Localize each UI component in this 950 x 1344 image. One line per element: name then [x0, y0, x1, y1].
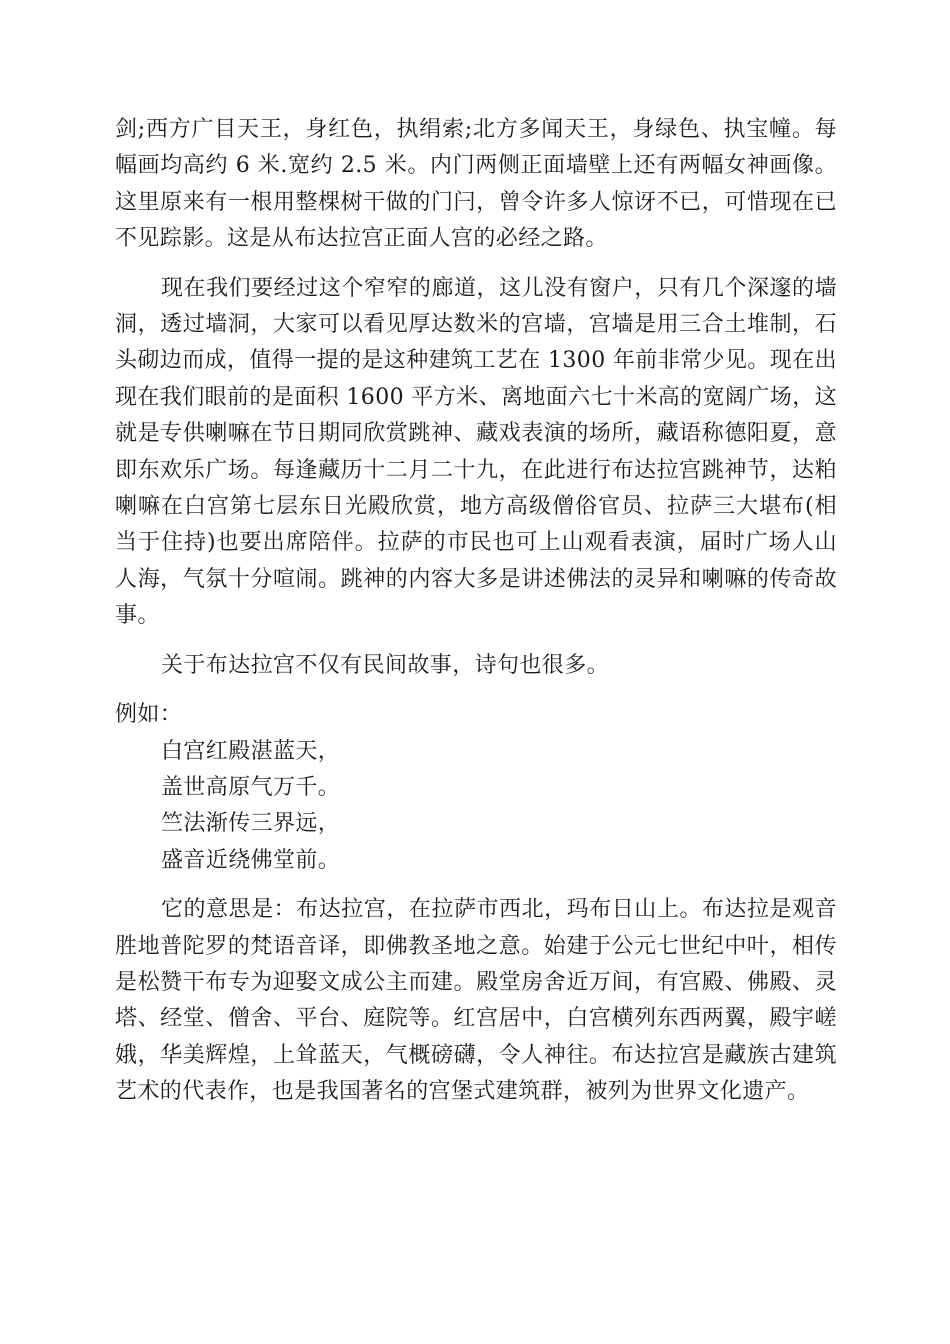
- paragraph-example-label: 例如：: [115, 702, 183, 728]
- paragraph-corridor-square: 现在我们要经过这个窄窄的廊道，这儿没有窗户，只有几个深邃的墙洞，透过墙洞，大家可以看见厚达数米的宫墙，宫墙是用三合土堆制，石头砌边而成，值得一提的是这种建筑工艺在 1300 年前非常少见。现在出现在我们眼前的是面积 1600 平方米、离地面六七十米高的宽阔广场，这就是专供喇嘛在节日期同欣赏跳神、藏戏表演的场所，藏语称德阳夏，意即东欢乐广场。每逢藏历十二月二十九，在此进行布达拉宫跳神节，达粕喇嘛在白宫第七层东日光殿欣赏，地方高级僧俗官员、拉萨三大堪布(相当于住持)也要出席陪伴。拉萨的市民也可上山观看表演，届时广场人山人海，气氛十分喧闹。跳神的内容大多是讲述佛法的灵异和喇嘛的传奇故事。: [115, 275, 837, 629]
- poem-line: 盛音近绕佛堂前。: [161, 847, 341, 873]
- poem-line: 白宫红殿湛蓝天，: [161, 738, 341, 764]
- poem-line: 盖世高原气万千。: [161, 774, 341, 800]
- paragraph-poems-intro: 关于布达拉宫不仅有民间故事，诗句也很多。: [161, 652, 610, 678]
- paragraph-continuation: 剑;西方广目天王，身红色，执绢索;北方多闻天王，身绿色、执宝幢。每幅画均高约 6 米.宽约 2.5 米。内门两侧正面墙壁上还有两幅女神画像。这里原来有一根用整棵树干做的门闩，曾令许多人惊讶不已，可惜现在已不见踪影。这是从布达拉宫正面人宫的必经之路。: [115, 117, 837, 252]
- poem-line: 竺法渐传三界远，: [161, 811, 341, 837]
- paragraph-meaning: 它的意思是：布达拉宫，在拉萨市西北，玛布日山上。布达拉是观音胜地普陀罗的梵语音译，即佛教圣地之意。始建于公元七世纪中叶，相传是松赞干布专为迎娶文成公主而建。殿堂房舍近万间，有宫殿、佛殿、灵塔、经堂、僧舍、平台、庭院等。红宫居中，白宫横列东西两翼，殿宇嵯娥，华美辉煌，上耸蓝天，气概磅礴，令人神往。布达拉宫是藏族古建筑艺术的代表作，也是我国著名的宫堡式建筑群，被列为世界文化遗产。: [115, 897, 837, 1105]
- document-page: [115, 112, 837, 1111]
- poem: [115, 734, 837, 880]
